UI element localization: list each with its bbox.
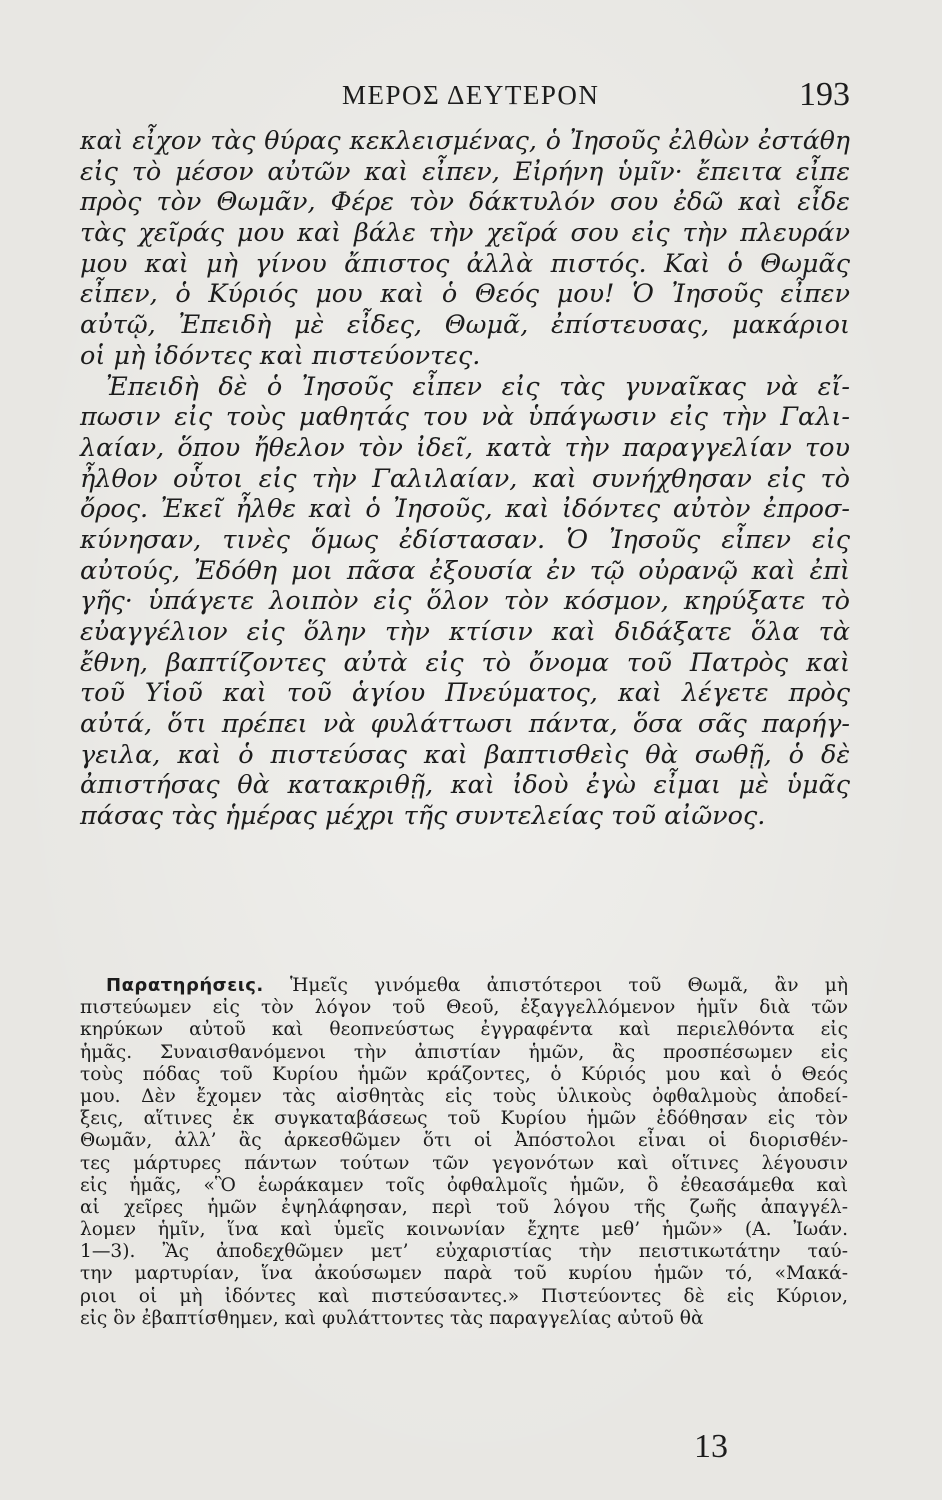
note-line: ξεις, αἵτινες ἐκ συγκαταβάσεως τοῦ Κυρίου ἡμῶν ἐδόθησαν εἰς τὸν: [80, 1108, 848, 1130]
note-line: λομεν ἡμῖν, ἵνα καὶ ὑμεῖς κοινωνίαν ἔχητε μεθ’ ἡμῶν» (Α. Ἰωάν.: [80, 1219, 848, 1241]
paragraph-1: [80, 126, 850, 372]
text-line: αὐτά, ὅτι πρέπει νὰ φυλάττωσι πάντα, ὅσα σᾶς παρήγ-: [80, 709, 850, 740]
text-line: καὶ εἶχον τὰς θύρας κεκλεισμένας, ὁ Ἰησοῦς ἐλθὼν ἐστάθη: [80, 126, 850, 155]
paragraph-2: [80, 372, 850, 832]
signature-mark: 13: [694, 1428, 728, 1465]
text-line: ἦλθον οὗτοι εἰς τὴν Γαλιλαίαν, καὶ συνήχθησαν εἰς τὸ: [80, 463, 850, 494]
text-line: οἱ μὴ ἰδόντες καὶ πιστεύοντες.: [80, 340, 481, 371]
note-line: εἰς ἡμᾶς, «Ὃ ἑωράκαμεν τοῖς ὀφθαλμοῖς ἡμῶν, ὃ ἐθεασάμεθα καὶ: [80, 1174, 848, 1196]
note-line: ἡμᾶς. Συναισθανόμενοι τὴν ἀπιστίαν ἡμῶν, ἂς προσπέσωμεν εἰς: [80, 1041, 848, 1063]
text-line: πάσας τὰς ἡμέρας μέχρι τῆς συντελείας τοῦ αἰῶνος.: [80, 801, 766, 832]
note-line: την μαρτυρίαν, ἵνα ἀκούσωμεν παρὰ τοῦ κυρίου ἡμῶν τό, «Μακά-: [80, 1263, 848, 1285]
note-line: μου. Δὲν ἔχομεν τὰς αἰσθητὰς εἰς τοὺς ὑλικοὺς ὀφθαλμοὺς ἀποδεί-: [80, 1085, 848, 1107]
text-line: γειλα, καὶ ὁ πιστεύσας καὶ βαπτισθεὶς θὰ σωθῇ, ὁ δὲ: [80, 739, 850, 770]
note-text: Ἡμεῖς γινόμεθα ἀπιστότεροι τοῦ Θωμᾶ, ἂν μὴ: [289, 975, 848, 996]
text-line: πρὸς τὸν Θωμᾶν, Φέρε τὸν δάκτυλόν σου ἐδῶ καὶ εἶδε: [80, 187, 850, 218]
text-line: εἰς τὸ μέσον αὐτῶν καὶ εἶπεν, Εἰρήνη ὑμῖν· ἔπειτα εἶπε: [80, 156, 850, 187]
text-line: εὐαγγέλιον εἰς ὅλην τὴν κτίσιν καὶ διδάξατε ὅλα τὰ: [80, 617, 850, 647]
text-line: πωσιν εἰς τοὺς μαθητάς του νὰ ὑπάγωσιν εἰς τὴν Γαλι-: [80, 402, 850, 433]
note-line: πιστεύωμεν εἰς τὸν λόγον τοῦ Θεοῦ, ἐξαγγελλόμενον ἡμῖν διὰ τῶν: [80, 997, 848, 1019]
note-line: Θωμᾶν, ἀλλ’ ἂς ἀρκεσθῶμεν ὅτι οἱ Ἀπόστολοι εἶναι οἱ διορισθέν-: [80, 1130, 848, 1152]
text-line: εἶπεν, ὁ Κύριός μου καὶ ὁ Θεός μου! Ὁ Ἰησοῦς εἶπεν: [80, 279, 850, 310]
page-header: [80, 76, 850, 120]
text-line: αὐτῷ, Ἐπειδὴ μὲ εἶδες, Θωμᾶ, ἐπίστευσας, μακάριοι: [80, 310, 850, 341]
text-line: τοῦ Υἱοῦ καὶ τοῦ ἁγίου Πνεύματος, καὶ λέγετε πρὸς: [80, 678, 850, 709]
text-line: γῆς· ὑπάγετε λοιπὸν εἰς ὅλον τὸν κόσμον, κηρύξατε τὸ: [80, 586, 850, 617]
page-number: 193: [799, 76, 850, 113]
text-line: ὄρος. Ἐκεῖ ἦλθε καὶ ὁ Ἰησοῦς, καὶ ἰδόντες αὐτὸν ἐπροσ-: [80, 494, 850, 525]
running-head: ΜΕΡΟΣ ΔΕΥΤΕΡΟΝ: [342, 80, 600, 110]
note-line: ριοι οἱ μὴ ἰδόντες καὶ πιστεύσαντες.» Πιστεύοντες δὲ εἰς Κύριον,: [80, 1285, 848, 1307]
note-line: κηρύκων αὐτοῦ καὶ θεοπνεύστως ἐγγραφέντα καὶ περιελθόντα εἰς: [80, 1019, 848, 1041]
text-line: μου καὶ μὴ γίνου ἄπιστος ἀλλὰ πιστός. Καὶ ὁ Θωμᾶς: [80, 248, 850, 279]
main-text: [80, 126, 850, 832]
note-line: τοὺς πόδας τοῦ Κυρίου ἡμῶν κράζοντες, ὁ Κύριός μου καὶ ὁ Θεός: [80, 1063, 848, 1085]
observations-label: Παρατηρήσεις.: [106, 975, 264, 996]
note-line: 1—3). Ἂς ἀποδεχθῶμεν μετ’ εὐχαριστίας τὴν πειστικωτάτην ταύ-: [80, 1241, 848, 1263]
text-line: Ἐπειδὴ δὲ ὁ Ἰησοῦς εἶπεν εἰς τὰς γυναῖκας νὰ εἴ-: [106, 371, 850, 402]
text-line: τὰς χεῖράς μου καὶ βάλε τὴν χεῖρά σου εἰς τὴν πλευράν: [80, 218, 850, 249]
text-line: ἀπιστήσας θὰ κατακριθῇ, καὶ ἰδοὺ ἐγὼ εἶμαι μὲ ὑμᾶς: [80, 770, 850, 801]
note-line: τες μάρτυρες πάντων τούτων τῶν γεγονότων καὶ οἵτινες λέγουσιν: [80, 1152, 848, 1174]
text-line: ἔθνη, βαπτίζοντες αὐτὰ εἰς τὸ ὄνομα τοῦ Πατρὸς καὶ: [80, 647, 850, 678]
text-line: λαίαν, ὅπου ἤθελον τὸν ἰδεῖ, κατὰ τὴν παραγγελίαν του: [80, 432, 850, 463]
text-line: αὐτούς, Ἐδόθη μοι πᾶσα ἐξουσία ἐν τῷ οὐρανῷ καὶ ἐπὶ: [80, 555, 850, 586]
note-line: εἰς ὃν ἐβαπτίσθημεν, καὶ φυλάττοντες τὰς παραγγελίας αὐτοῦ θὰ: [80, 1307, 704, 1329]
observations-section: [80, 975, 848, 1330]
text-line: κύνησαν, τινὲς ὅμως ἐδίστασαν. Ὁ Ἰησοῦς εἶπεν εἰς: [80, 524, 850, 555]
note-line: αἱ χεῖρες ἡμῶν ἐψηλάφησαν, περὶ τοῦ λόγου τῆς ζωῆς ἀπαγγέλ-: [80, 1196, 848, 1218]
note-line: [80, 975, 848, 997]
